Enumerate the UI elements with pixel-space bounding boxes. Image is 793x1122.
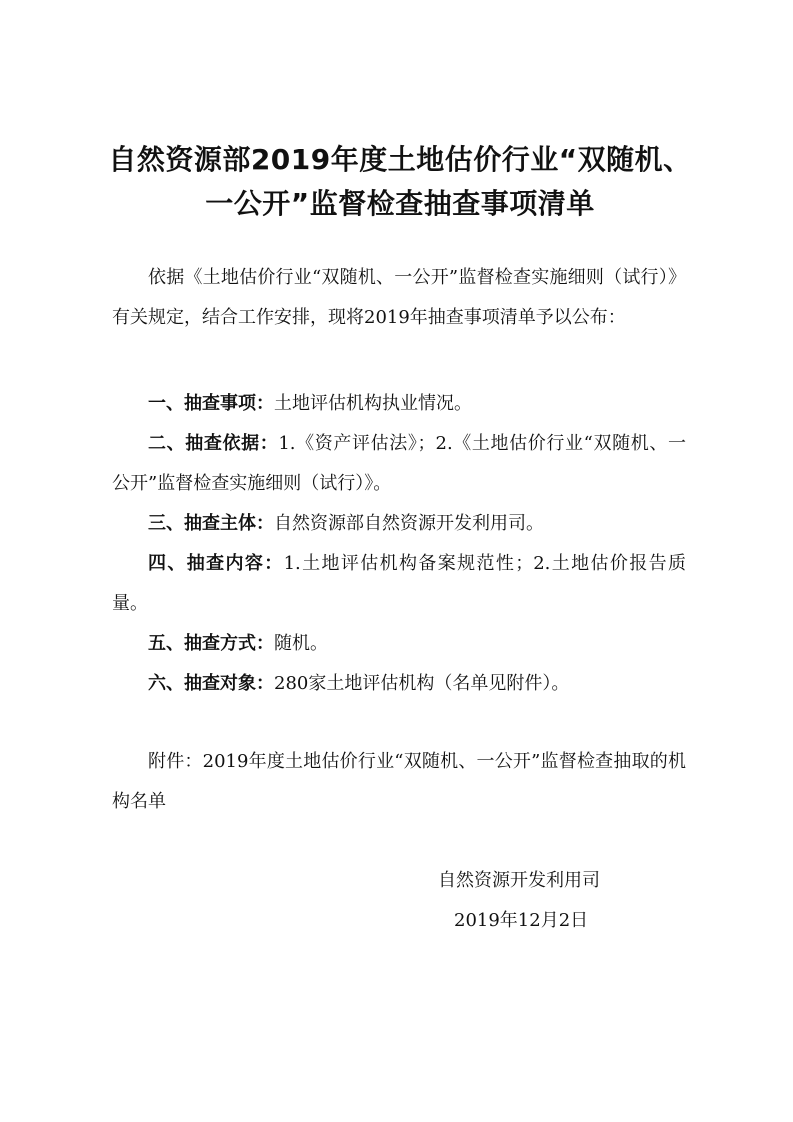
signature-organization: 自然资源开发利用司: [438, 870, 600, 891]
item-check-matter: [112, 384, 686, 424]
item-check-target: [112, 664, 686, 704]
item-text: 随机。: [274, 633, 328, 654]
item-text: 1.土地评估机构备案规范性；2.土地估价报告质量。: [112, 553, 687, 614]
attachment-note: 附件：2019年度土地估价行业“双随机、一公开”监督检查抽取的机构名单: [112, 751, 686, 812]
item-label: 二、抽查依据：: [148, 433, 279, 454]
item-label: 六、抽查对象：: [148, 673, 274, 694]
item-check-subject: [112, 504, 686, 544]
signature-date: 2019年12月2日: [454, 910, 589, 931]
item-label: 四、抽查内容：: [148, 553, 284, 574]
item-label: 一、抽查事项：: [148, 393, 274, 414]
item-text: 土地评估机构执业情况。: [274, 393, 472, 414]
item-check-content: [112, 544, 686, 624]
item-text: 自然资源部自然资源开发利用司。: [274, 513, 544, 534]
document-title: 自然资源部2019年度土地估价行业“双随机、一公开”监督检查抽查事项清单: [108, 143, 692, 220]
item-check-method: [112, 624, 686, 664]
intro-paragraph: 依据《土地估价行业“双随机、一公开”监督检查实施细则（试行）》有关规定，结合工作安排，现将2019年抽查事项清单予以公布：: [112, 267, 686, 328]
item-label: 三、抽查主体：: [148, 513, 274, 534]
item-check-basis: [112, 424, 686, 504]
item-text: 280家土地评估机构（名单见附件）。: [274, 673, 570, 694]
item-text: 1.《资产评估法》；2.《土地估价行业“双随机、一公开”监督检查实施细则（试行）》。: [112, 433, 686, 494]
item-label: 五、抽查方式：: [148, 633, 274, 654]
